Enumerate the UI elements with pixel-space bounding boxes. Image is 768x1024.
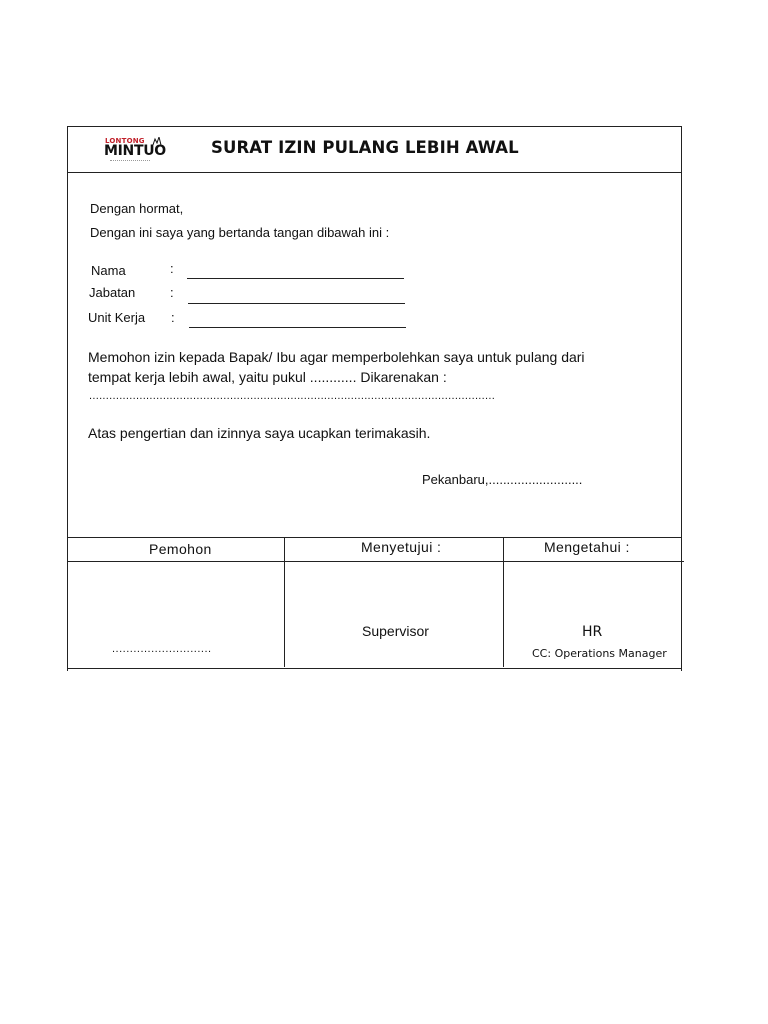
logo-tagline-rule <box>110 160 150 162</box>
field-label-nama: Nama <box>91 263 126 278</box>
logo-main-text: MINTUO <box>104 143 166 159</box>
col-header-menyetujui: Menyetujui : <box>361 539 442 555</box>
reason-dotted-line[interactable]: ......................................................................................................................... <box>89 390 496 402</box>
unit-kerja-blank-line[interactable] <box>189 327 406 328</box>
pemohon-signature-line[interactable]: ............................ <box>112 643 212 655</box>
field-colon-unit-kerja: : <box>171 310 175 325</box>
col-header-mengetahui: Mengetahui : <box>544 539 630 555</box>
form-bottom-border <box>67 668 682 669</box>
signature-header-rule-extension <box>681 561 684 562</box>
signature-header-bottom-border <box>68 561 681 562</box>
col-header-pemohon: Pemohon <box>149 541 212 557</box>
signature-divider-1 <box>284 537 285 667</box>
field-label-unit-kerja: Unit Kerja <box>88 310 146 325</box>
nama-blank-line[interactable] <box>187 278 404 279</box>
request-line-1: Memohon izin kepada Bapak/ Ibu agar memperbolehkan saya untuk pulang dari <box>88 349 585 365</box>
field-colon-nama: : <box>170 261 174 276</box>
closing-text: Atas pengertian dan izinnya saya ucapkan terimakasih. <box>88 425 431 441</box>
place-date: Pekanbaru,.......................... <box>422 472 583 487</box>
field-label-jabatan: Jabatan <box>89 285 136 300</box>
leave-permit-form <box>67 126 682 671</box>
cc-note: CC: Operations Manager <box>532 647 667 660</box>
form-header <box>68 127 681 173</box>
signature-divider-2 <box>503 537 504 667</box>
form-title: SURAT IZIN PULANG LEBIH AWAL <box>211 138 519 157</box>
logo-flame-icon <box>152 137 162 145</box>
hr-role: HR <box>582 624 603 640</box>
salutation: Dengan hormat, <box>90 201 184 216</box>
intro-text: Dengan ini saya yang bertanda tangan dibawah ini : <box>90 225 390 240</box>
company-logo <box>102 137 164 163</box>
supervisor-role: Supervisor <box>362 623 429 639</box>
field-colon-jabatan: : <box>170 285 174 300</box>
logo-top-text: LONTONG <box>105 137 145 145</box>
jabatan-blank-line[interactable] <box>188 303 405 304</box>
request-line-2: tempat kerja lebih awal, yaitu pukul ............ Dikarenakan : <box>88 369 447 385</box>
